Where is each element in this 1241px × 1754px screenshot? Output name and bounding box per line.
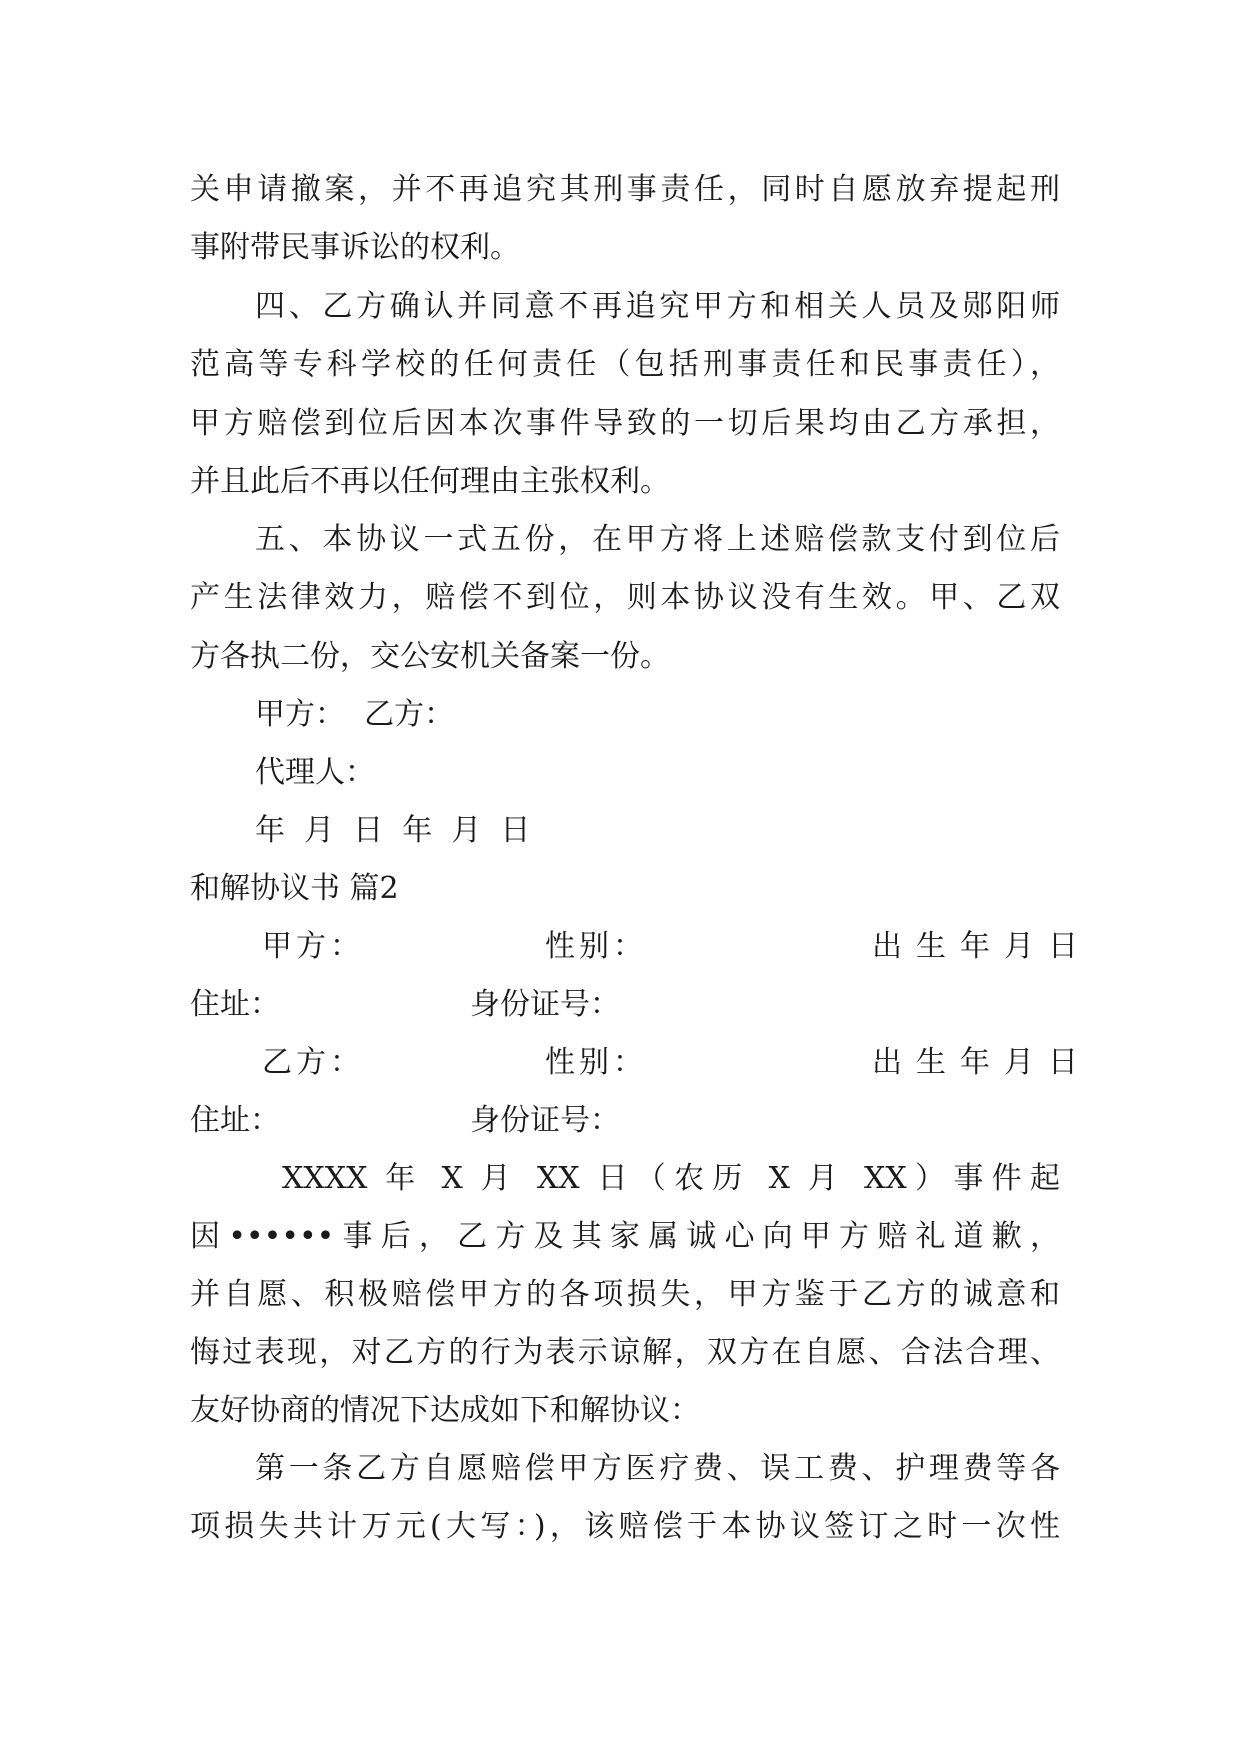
text-line: 项损失共计万元(大写：)，该赔偿于本协议签订之时一次性 <box>190 1509 1060 1544</box>
text-line: 并且此后不再以任何理由主张权利。 <box>190 464 670 499</box>
signature-dates: 年 月 日 年 月 日 <box>255 813 531 848</box>
text-line: 四、乙方确认并同意不再追究甲方和相关人员及郧阳师 <box>255 289 1060 324</box>
text-line: 范高等专科学校的任何责任（包括刑事责任和民事责任）， <box>190 347 1060 382</box>
text-line: 悔过表现，对乙方的行为表示谅解，双方在自愿、合法合理、 <box>190 1335 1060 1370</box>
text-line: XXXX 年 X 月 XX 日（农历 X 月 XX）事件起 <box>282 1161 1060 1196</box>
text-line: 关申请撤案，并不再追究其刑事责任，同时自愿放弃提起刑 <box>190 172 1060 207</box>
signature-parties: 甲方： 乙方： <box>255 697 455 732</box>
text-line: 五、本协议一式五份，在甲方将上述赔偿款支付到位后 <box>255 522 1060 557</box>
party-a-name-label: 甲方： <box>262 929 364 964</box>
text-line: 产生法律效力，赔偿不到位，则本协议没有生效。甲、乙双 <box>190 580 1060 615</box>
section-title: 和解协议书 篇2 <box>190 871 399 906</box>
party-b-gender-label: 性别： <box>545 1045 647 1080</box>
party-b-name-label: 乙方： <box>262 1045 364 1080</box>
signature-agent: 代理人： <box>255 755 375 790</box>
party-b-id-label: 身份证号： <box>470 1103 620 1138</box>
text-line: 因••••••事后，乙方及其家属诚心向甲方赔礼道歉， <box>190 1219 1060 1254</box>
text-line: 并自愿、积极赔偿甲方的各项损失，甲方鉴于乙方的诚意和 <box>190 1277 1060 1312</box>
party-a-birth-label: 出生年月日 <box>872 929 1092 964</box>
party-a-id-label: 身份证号： <box>470 987 620 1022</box>
text-line: 甲方赔偿到位后因本次事件导致的一切后果均由乙方承担， <box>190 406 1060 441</box>
text-line: 第一条乙方自愿赔偿甲方医疗费、误工费、护理费等各 <box>255 1451 1060 1486</box>
party-a-gender-label: 性别： <box>545 929 647 964</box>
party-b-address-label: 住址： <box>190 1103 280 1138</box>
party-b-birth-label: 出生年月日 <box>872 1045 1092 1080</box>
party-a-address-label: 住址： <box>190 987 280 1022</box>
text-line: 方各执二份，交公安机关备案一份。 <box>190 639 670 674</box>
text-line: 友好协商的情况下达成如下和解协议： <box>190 1393 700 1428</box>
text-line: 事附带民事诉讼的权利。 <box>190 230 520 265</box>
